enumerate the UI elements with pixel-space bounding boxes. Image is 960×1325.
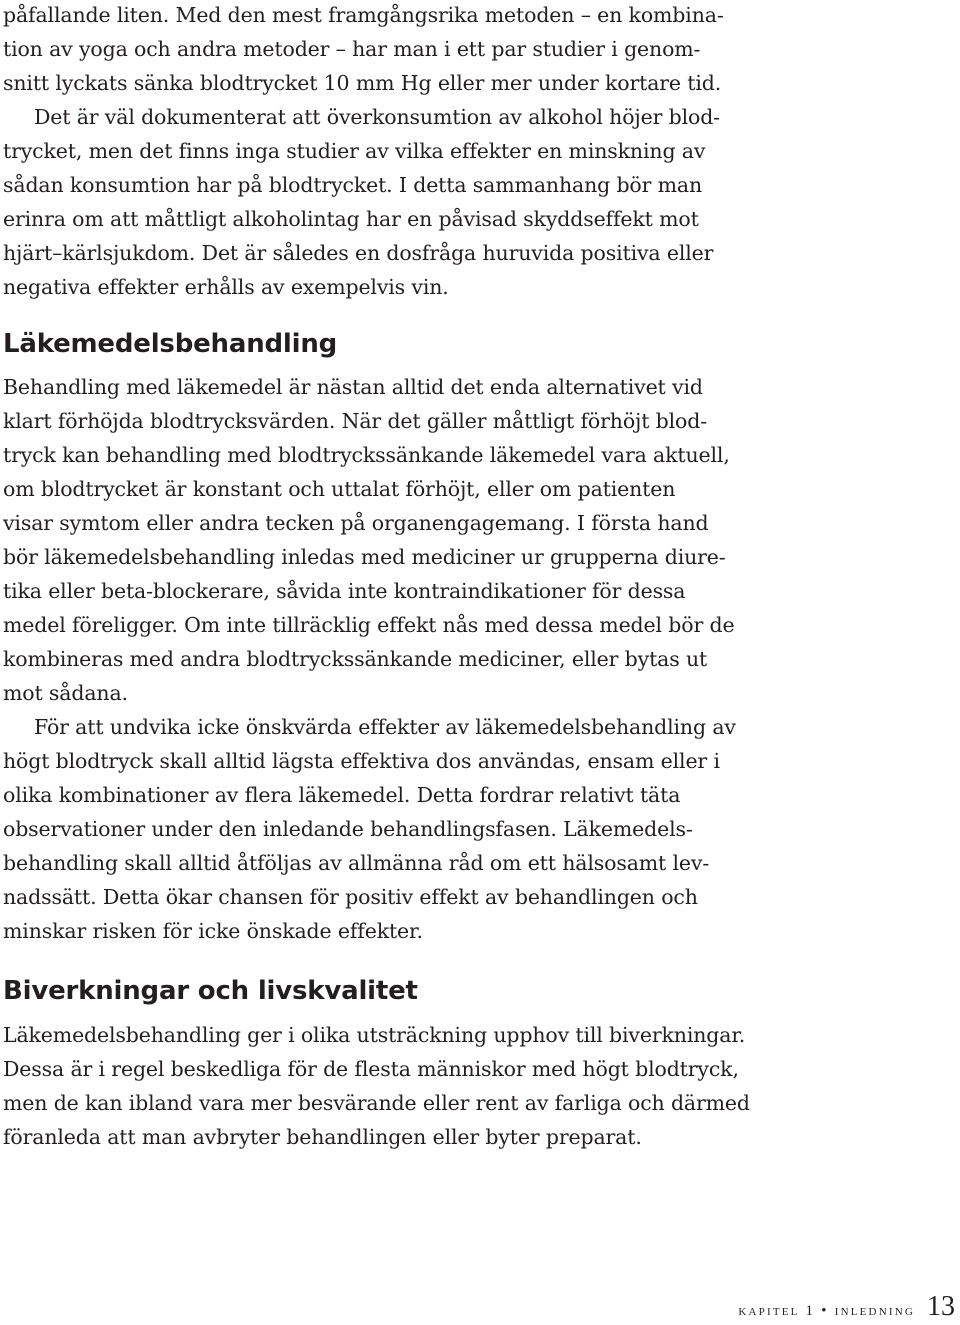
text-line: tryck kan behandling med blodtryckssänkande läkemedel vara aktuell,	[3, 443, 730, 467]
text-line: Behandling med läkemedel är nästan alltid det enda alternativet vid	[3, 375, 703, 399]
text-line: trycket, men det finns inga studier av vilka effekter en minskning av	[3, 139, 706, 163]
chapter-label: kapitel 1	[738, 1303, 816, 1319]
text-line: kombineras med andra blodtryckssänkande mediciner, eller bytas ut	[3, 647, 708, 671]
running-footer	[738, 1303, 915, 1320]
text-line: medel föreligger. Om inte tillräcklig effekt nås med dessa medel bör de	[3, 613, 735, 637]
text-line: om blodtrycket är konstant och uttalat förhöjt, eller om patienten	[3, 477, 676, 501]
text-line: nadssätt. Detta ökar chansen för positiv effekt av behandlingen och	[3, 885, 698, 909]
page-footer	[738, 1291, 955, 1325]
text-line: mot sådana.	[3, 681, 128, 705]
text-line: Dessa är i regel beskedliga för de flesta människor med högt blodtryck,	[3, 1057, 739, 1081]
section-label: inledning	[834, 1303, 915, 1319]
text-line: olika kombinationer av flera läkemedel. Detta fordrar relativt täta	[3, 783, 681, 807]
text-line: sådan konsumtion har på blodtrycket. I detta sammanhang bör man	[3, 173, 703, 197]
text-line: visar symtom eller andra tecken på organengagemang. I första hand	[3, 511, 709, 535]
text-line: tion av yoga och andra metoder – har man i ett par studier i genom-	[3, 37, 701, 61]
text-line: negativa effekter erhålls av exempelvis vin.	[3, 275, 449, 299]
text-line: Läkemedelsbehandling ger i olika utsträckning upphov till biverkningar.	[3, 1023, 746, 1047]
text-line: påfallande liten. Med den mest framgångsrika metoden – en kombina-	[3, 3, 724, 27]
text-line: erinra om att måttligt alkoholintag har en påvisad skyddseffekt mot	[3, 207, 699, 231]
text-line: Det är väl dokumenterat att överkonsumtion av alkohol höjer blod-	[34, 105, 720, 129]
separator-bullet: •	[821, 1303, 829, 1319]
text-line: För att undvika icke önskvärda effekter av läkemedelsbehandling av	[34, 715, 736, 739]
text-line: föranleda att man avbryter behandlingen eller byter preparat.	[3, 1125, 642, 1149]
text-line: högt blodtryck skall alltid lägsta effektiva dos användas, ensam eller i	[3, 749, 720, 773]
text-line: minskar risken för icke önskade effekter.	[3, 919, 423, 943]
text-line: snitt lyckats sänka blodtrycket 10 mm Hg eller mer under kortare tid.	[3, 71, 722, 95]
text-line: hjärt–kärlsjukdom. Det är således en dosfråga huruvida positiva eller	[3, 241, 714, 265]
text-line: klart förhöjda blodtrycksvärden. När det gäller måttligt förhöjt blod-	[3, 409, 707, 433]
text-line: men de kan ibland vara mer besvärande eller rent av farliga och därmed	[3, 1091, 750, 1115]
text-line: tika eller beta-blockerare, såvida inte kontraindikationer för dessa	[3, 579, 686, 603]
text-line: observationer under den inledande behandlingsfasen. Läkemedels-	[3, 817, 693, 841]
section-heading: Biverkningar och livskvalitet	[3, 976, 418, 1006]
text-line: behandling skall alltid åtföljas av allmänna råd om ett hälsosamt lev-	[3, 851, 710, 875]
text-line: bör läkemedelsbehandling inledas med mediciner ur grupperna diure-	[3, 545, 726, 569]
section-heading: Läkemedelsbehandling	[3, 329, 338, 359]
page-number: 13	[927, 1291, 955, 1322]
